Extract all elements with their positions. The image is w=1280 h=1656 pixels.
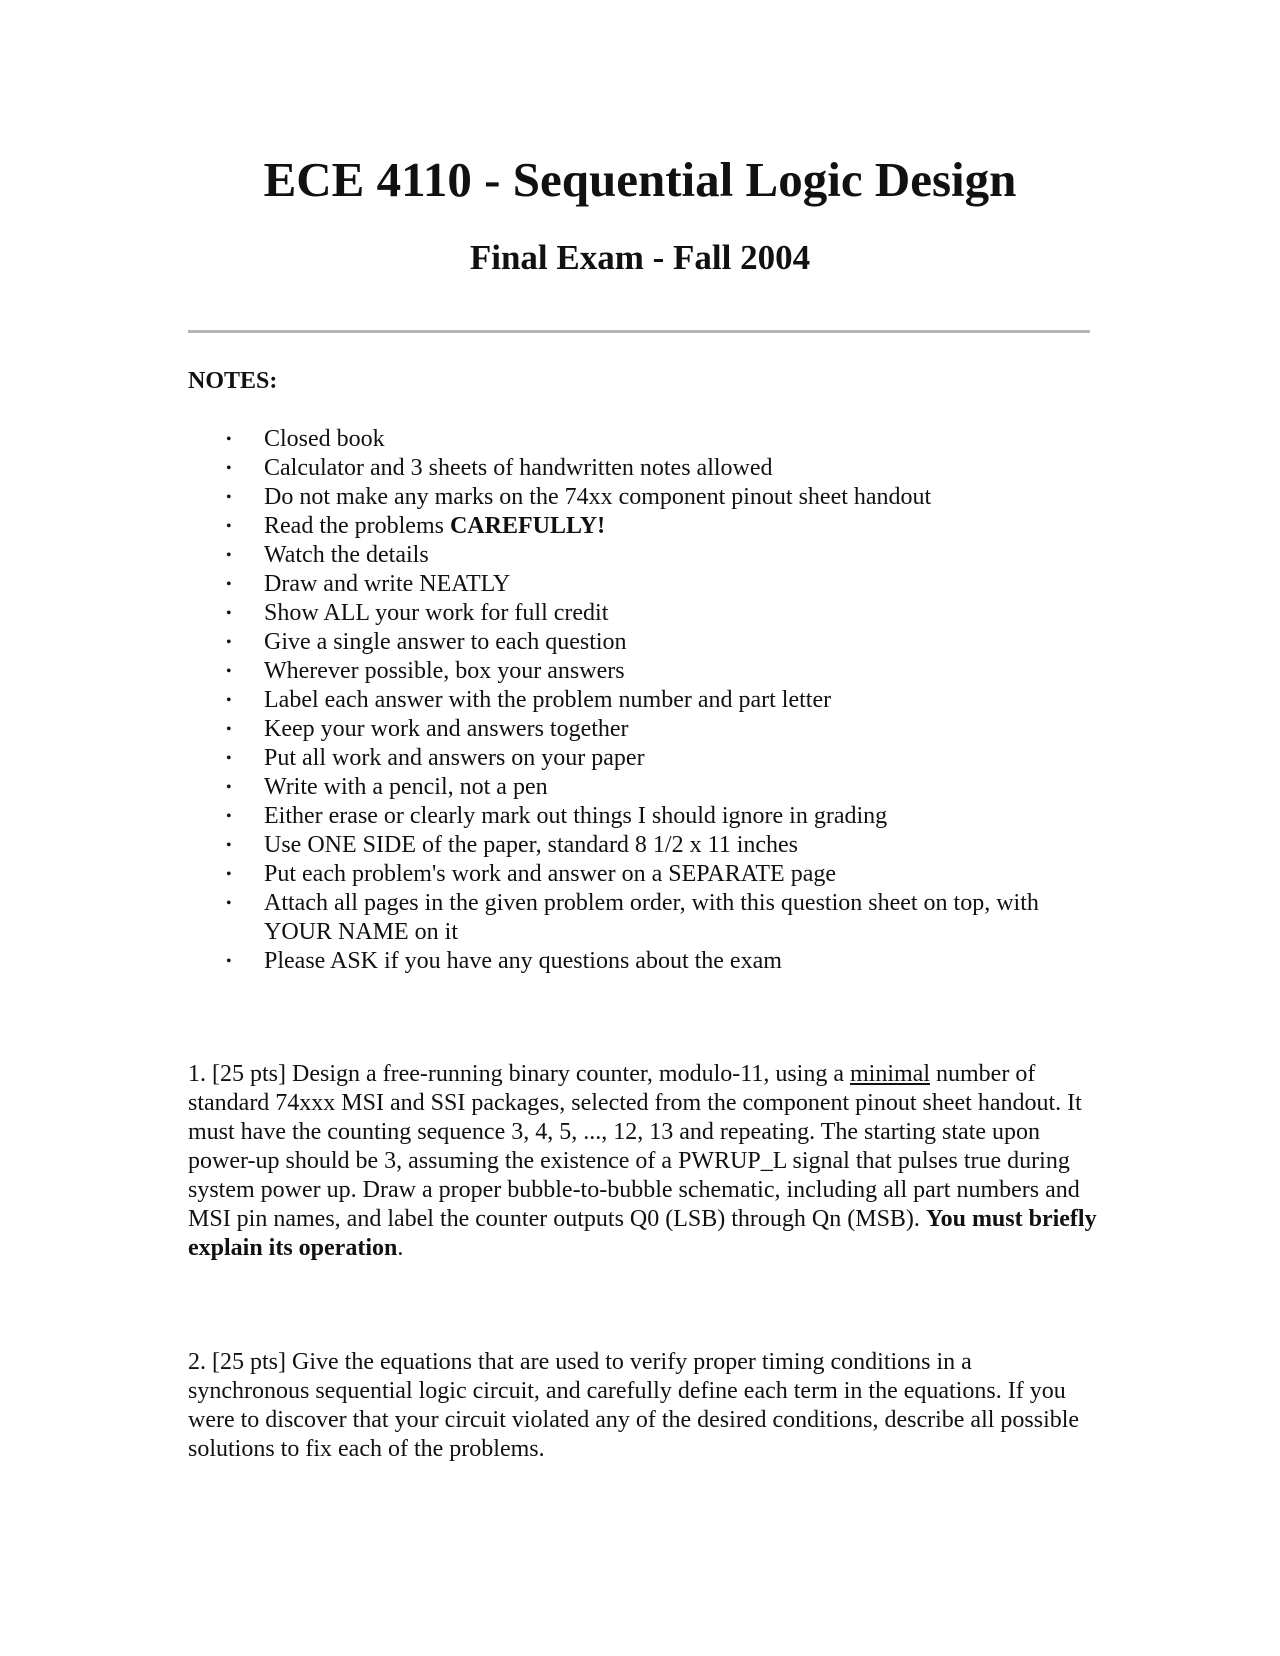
note-text: Use ONE SIDE of the paper, standard 8 1/2 x 11 inches — [264, 832, 799, 858]
note-text: Please ASK if you have any questions about the exam — [264, 948, 782, 974]
note-text: Either erase or clearly mark out things I should ignore in grading — [264, 803, 888, 829]
notes-heading: NOTES: — [188, 368, 278, 394]
note-item — [188, 657, 1108, 686]
note-text: Put each problem's work and answer on a SEPARATE page — [264, 861, 837, 887]
bullet-icon: • — [226, 779, 232, 796]
note-item — [188, 860, 1108, 889]
horizontal-divider — [188, 330, 1090, 333]
note-text: Closed book — [264, 426, 385, 452]
note-item — [188, 570, 1108, 599]
problem-1-text: 1. [25 pts] Design a free-running binary counter, modulo-11, using a — [188, 1061, 850, 1087]
bullet-icon: • — [226, 866, 232, 883]
note-text: Draw and write NEATLY — [264, 571, 511, 597]
bullet-icon: • — [226, 808, 232, 825]
note-item — [188, 802, 1108, 831]
note-text: Do not make any marks on the 74xx component pinout sheet handout — [264, 484, 932, 510]
note-item — [188, 512, 1108, 541]
problem-1-text-cont: number of standard 74xxx MSI and SSI packages, selected from the component pinout sheet handout. It must have the counting sequence 3, 4, 5, ..., 12, 13 and repeating. The starting state upon power-up should be 3, assuming the existence of a PWRUP_L signal that pulses true during system power up. Draw a proper bubble-to-bubble schematic, including all part numbers and MSI pin names, and label the counter outputs Q0 (LSB) through Qn (MSB). — [188, 1061, 1082, 1232]
note-text: Watch the details — [264, 542, 429, 568]
problem-1-end: . — [397, 1235, 404, 1261]
exam-title: ECE 4110 - Sequential Logic Design — [263, 152, 1017, 207]
bullet-icon: • — [226, 489, 232, 506]
note-text: Keep your work and answers together — [264, 716, 629, 742]
problem-2: 2. [25 pts] Give the equations that are used to verify proper timing conditions in a synchronous sequential logic circuit, and carefully define each term in the equations. If you were to discover that your circuit violated any of the desired conditions, describe all possible solutions to fix each of the problems. — [188, 1349, 1080, 1462]
note-item — [188, 425, 1108, 454]
problem-1-bold-instruction: You must briefly explain its operation — [188, 1206, 1097, 1261]
note-item — [188, 889, 1108, 947]
exam-subtitle: Final Exam - Fall 2004 — [469, 238, 811, 277]
notes-list — [188, 425, 1108, 976]
note-item — [188, 686, 1108, 715]
note-text: Label each answer with the problem number and part letter — [264, 687, 832, 713]
bullet-icon: • — [226, 547, 232, 564]
note-item — [188, 541, 1108, 570]
note-item — [188, 773, 1108, 802]
problem-1-underlined-word: minimal — [850, 1061, 930, 1087]
bullet-icon: • — [226, 663, 232, 680]
bullet-icon: • — [226, 576, 232, 593]
note-item — [188, 947, 1108, 976]
note-item — [188, 454, 1108, 483]
bullet-icon: • — [226, 460, 232, 477]
note-item — [188, 628, 1108, 657]
bullet-icon: • — [226, 837, 232, 854]
note-text: Show ALL your work for full credit — [264, 600, 609, 626]
note-text: Attach all pages in the given problem order, with this question sheet on top, with YOUR NAME on it — [264, 890, 1039, 945]
bullet-icon: • — [226, 953, 232, 970]
bullet-icon: • — [226, 895, 232, 912]
note-text: Calculator and 3 sheets of handwritten notes allowed — [264, 455, 773, 481]
bullet-icon: • — [226, 431, 232, 448]
note-text: Give a single answer to each question — [264, 629, 627, 655]
note-text: Read the problems — [264, 513, 450, 539]
note-text: Wherever possible, box your answers — [264, 658, 625, 684]
note-text: Write with a pencil, not a pen — [264, 774, 548, 800]
note-item — [188, 483, 1108, 512]
bullet-icon: • — [226, 692, 232, 709]
note-item — [188, 715, 1108, 744]
bullet-icon: • — [226, 750, 232, 767]
bullet-icon: • — [226, 634, 232, 651]
problem-1 — [188, 1060, 1098, 1263]
note-item — [188, 831, 1108, 860]
note-emphasis: CAREFULLY! — [449, 513, 606, 539]
note-item — [188, 599, 1108, 628]
bullet-icon: • — [226, 518, 232, 535]
bullet-icon: • — [226, 605, 232, 622]
bullet-icon: • — [226, 721, 232, 738]
note-text: Put all work and answers on your paper — [264, 745, 645, 771]
note-item — [188, 744, 1108, 773]
